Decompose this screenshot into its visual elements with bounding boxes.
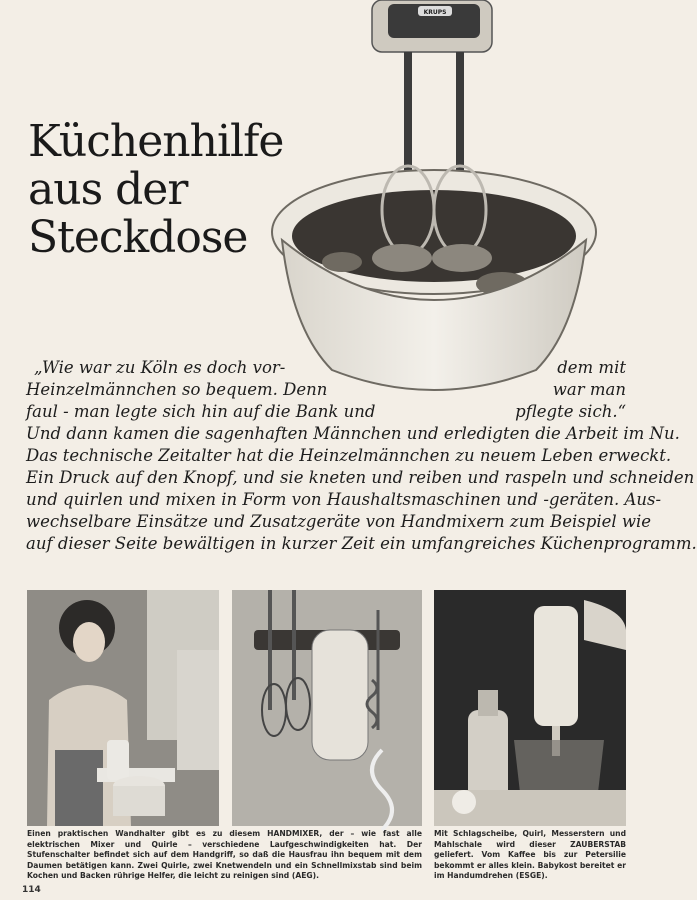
photo-woman-mixing — [27, 590, 219, 826]
photo-wall-holder — [232, 590, 422, 826]
intro-line-4: Und dann kamen die sagenhaften Männchen und erledigten die Arbeit im Nu. — [26, 424, 680, 443]
title-line-1: Küchenhilfe — [28, 116, 284, 167]
caption-handmixer: Einen praktischen Wandhalter gibt es zu diesem HANDMIXER, der – wie fast alle elektrischen Mixer und Quirle – verschiedene Laufgeschwindigkeiten hat. Der Stufenschalter befindet sich auf dem Handgriff, so daß die Hausfrau ihn bequem mit dem Daumen betätigen kann. Zwei Quirle, zwei Knetwendeln und ein Schnellmixstab sind beim Kochen und Backen rührige Helfer, die leicht zu reinigen sind (AEG). — [27, 829, 422, 880]
intro-line-3-left: faul - man legte sich hin auf die Bank und — [26, 402, 376, 421]
photo-zauberstab — [434, 590, 626, 826]
intro-line-7: und quirlen und mixen in Form von Haushaltsmaschinen und -geräten. Aus- — [26, 490, 662, 509]
intro-line-2-left: Heinzelmännchen so bequem. Denn — [26, 380, 328, 399]
caption-zauberstab: Mit Schlagscheibe, Quirl, Messerstern und Mahlschale wird dieser ZAUBERSTAB geliefert. Vom Kaffee bis zur Petersilie bekommt er alles klein. Babykost bereitet er im Handumdrehen (ESGE). — [434, 829, 626, 880]
page-number: 114 — [22, 885, 41, 895]
intro-line-8: wechselbare Einsätze und Zusatzgeräte von Handmixern zum Beispiel wie — [26, 512, 652, 531]
hero-brand-label: KRUPS — [423, 9, 447, 16]
hero-mixer-photo — [262, 0, 626, 410]
intro-line-2-right: war man — [552, 380, 626, 399]
article-title — [28, 118, 283, 262]
intro-line-6: Ein Druck auf den Knopf, und sie kneten und reiben und raspeln und schneiden — [26, 468, 695, 487]
title-line-3: Steckdose — [28, 212, 248, 263]
intro-line-1-left: „Wie war zu Köln es doch vor- — [34, 358, 286, 377]
intro-line-5: Das technische Zeitalter hat die Heinzelmännchen zu neuem Leben erweckt. — [26, 446, 672, 465]
intro-line-3-right: pflegte sich.“ — [515, 402, 626, 421]
intro-line-9: auf dieser Seite bewältigen in kurzer Zeit ein umfangreiches Küchenprogramm. — [26, 534, 697, 553]
intro-line-1-right: dem mit — [557, 358, 626, 377]
title-line-2: aus der — [28, 164, 188, 215]
